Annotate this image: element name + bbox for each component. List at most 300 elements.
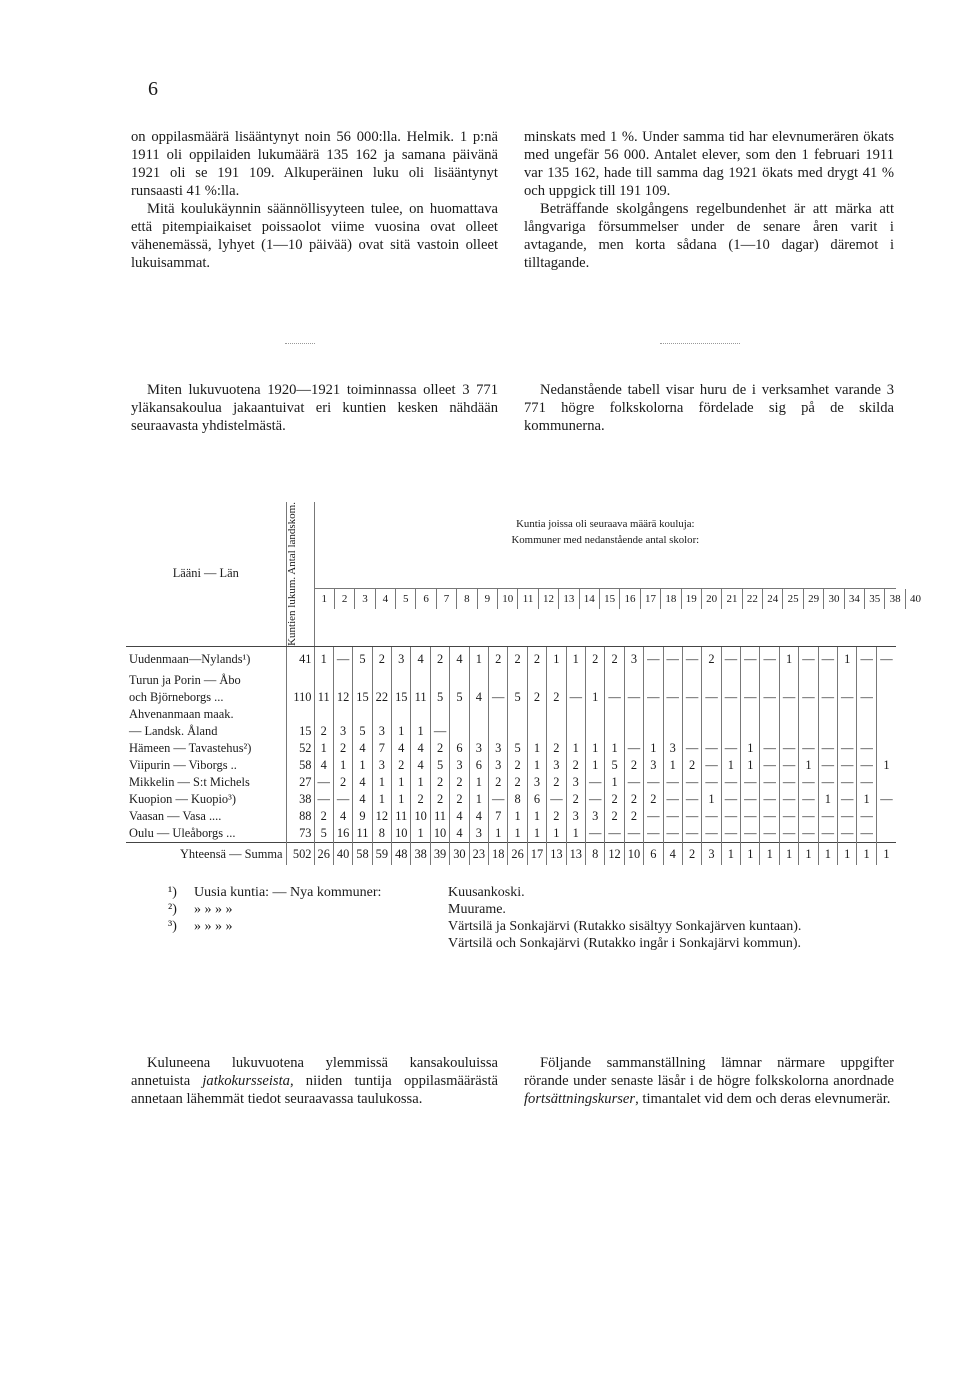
table-cell: 3 [624, 646, 643, 672]
table-cell: 4 [353, 740, 372, 757]
table-cell: 4 [411, 646, 430, 672]
table-cell: — [741, 825, 760, 843]
table-cell: 1 [585, 689, 604, 706]
table-cell [585, 723, 604, 740]
table-cell: — [857, 689, 876, 706]
column-number: 22 [742, 589, 762, 609]
table-cell: — [838, 774, 857, 791]
table-cell: 1 [392, 774, 411, 791]
table-cell: — [779, 689, 798, 706]
table-cell: — [799, 646, 818, 672]
table-cell: — [741, 689, 760, 706]
table-cell: — [741, 808, 760, 825]
table-cell: 4 [392, 740, 411, 757]
footnote [168, 884, 908, 901]
table-cell: 1 [508, 808, 527, 825]
table-cell: 2 [430, 791, 449, 808]
row-label: Mikkelin — S:t Michels [129, 775, 250, 790]
table-cell: — [333, 791, 352, 808]
table-cell: — [799, 740, 818, 757]
footnote-label: » » » » [194, 902, 233, 917]
table-cell: 1 [392, 791, 411, 808]
mid-left-paragraph: Miten lukuvuotena 1920—1921 toiminnassa olleet 3 771 yläkansakoulua jakaantuivat eri kuntien kesken nähdään seuraavasta yhdistelmästä. [131, 382, 498, 434]
header-count: Kuntien lukum. Antal landskom. [286, 502, 314, 646]
table-cell: — [760, 757, 779, 774]
table-cell: — [857, 808, 876, 825]
table-cell [508, 723, 527, 740]
table-cell: — [682, 808, 701, 825]
table-cell: 2 [547, 808, 566, 825]
table-cell: — [760, 825, 779, 843]
table-cell [838, 723, 857, 740]
table-cell: 2 [547, 740, 566, 757]
table-cell: 2 [566, 757, 585, 774]
table-cell: 5 [508, 740, 527, 757]
table-cell [333, 672, 352, 689]
table-cell: 2 [314, 808, 333, 825]
table-cell: 4 [333, 808, 352, 825]
column-number: 29 [803, 589, 823, 609]
row-total: 15 [286, 723, 314, 740]
table-cell: 39 [430, 843, 449, 866]
table-cell [644, 723, 663, 740]
row-total: 110 [286, 689, 314, 706]
table-cell: 1 [314, 740, 333, 757]
table-cell [760, 723, 779, 740]
table-cell: — [818, 689, 837, 706]
table-cell: 18 [489, 843, 508, 866]
column-number: 40 [905, 589, 925, 609]
table-cell: 1 [605, 740, 624, 757]
table-row [126, 723, 896, 740]
table-cell [799, 723, 818, 740]
table-cell: 1 [799, 843, 818, 866]
table-cell: 5 [353, 723, 372, 740]
table-cell: 2 [644, 791, 663, 808]
table-cell [566, 672, 585, 689]
column-number: 20 [701, 589, 721, 609]
table-cell: 11 [411, 689, 430, 706]
table-cell: 3 [469, 740, 488, 757]
table-cell [760, 672, 779, 689]
table-cell [527, 706, 546, 723]
column-number: 17 [640, 589, 660, 609]
table-cell: 1 [566, 740, 585, 757]
table-cell: 1 [857, 843, 876, 866]
table-cell [876, 740, 896, 757]
footnotes [168, 884, 908, 952]
table-cell: — [818, 740, 837, 757]
table-row [126, 791, 896, 808]
table-cell [741, 672, 760, 689]
table-row [126, 808, 896, 825]
table-cell: 1 [605, 774, 624, 791]
table-cell: — [857, 757, 876, 774]
table-cell [876, 723, 896, 740]
table-cell: 5 [605, 757, 624, 774]
table-cell [779, 706, 798, 723]
table-cell: 13 [566, 843, 585, 866]
table-cell [876, 808, 896, 825]
table-cell: — [799, 689, 818, 706]
table-cell: — [663, 825, 682, 843]
table-cell: 2 [450, 774, 469, 791]
footnote-text: Muurame. [448, 902, 506, 917]
table-cell [799, 706, 818, 723]
table-cell: — [838, 825, 857, 843]
table-cell: — [702, 825, 721, 843]
table-cell: 4 [314, 757, 333, 774]
table-cell [624, 706, 643, 723]
table-cell: — [663, 774, 682, 791]
table-cell: 38 [411, 843, 430, 866]
table-cell: 11 [353, 825, 372, 843]
table-cell: — [876, 791, 896, 808]
table-cell: 12 [605, 843, 624, 866]
table-cell: — [760, 646, 779, 672]
table-cell: 2 [392, 757, 411, 774]
table-cell [857, 723, 876, 740]
table-cell: 58 [353, 843, 372, 866]
column-number: 8 [456, 589, 476, 609]
table-cell: — [644, 646, 663, 672]
table-cell: 4 [450, 825, 469, 843]
table-cell [857, 672, 876, 689]
table-cell: 2 [314, 723, 333, 740]
table-cell [779, 672, 798, 689]
table-cell: 1 [469, 791, 488, 808]
table-cell [838, 706, 857, 723]
row-total [286, 706, 314, 723]
table-cell: 3 [392, 646, 411, 672]
table-cell: 10 [624, 843, 643, 866]
table-cell: — [314, 774, 333, 791]
table-cell [547, 706, 566, 723]
table-cell: 2 [508, 757, 527, 774]
header-region: Lääni — Län [126, 502, 286, 646]
table-cell [876, 689, 896, 706]
table-cell: — [838, 808, 857, 825]
table-cell: 8 [372, 825, 391, 843]
table-cell: 11 [314, 689, 333, 706]
table-cell: 1 [585, 740, 604, 757]
table-cell [741, 706, 760, 723]
table-cell: — [779, 808, 798, 825]
table-cell: 26 [508, 843, 527, 866]
table-cell: — [779, 791, 798, 808]
table-cell [566, 706, 585, 723]
row-label: Yhteensä — Summa [126, 843, 286, 866]
table-cell: — [702, 740, 721, 757]
table-cell: 40 [333, 843, 352, 866]
table-cell [605, 706, 624, 723]
table-cell: 12 [372, 808, 391, 825]
table-cell: 1 [314, 646, 333, 672]
table-cell: 1 [779, 646, 798, 672]
table-cell [469, 723, 488, 740]
row-label: Oulu — Uleåborgs ... [129, 826, 236, 841]
table-cell [663, 672, 682, 689]
table-cell [527, 723, 546, 740]
table-cell [818, 672, 837, 689]
table-cell: 10 [411, 808, 430, 825]
table-cell: 1 [353, 757, 372, 774]
column-number: 14 [579, 589, 599, 609]
table-cell: 1 [741, 740, 760, 757]
table-cell: 1 [508, 825, 527, 843]
fortsattningskurser-emphasis: fortsättningskurser [524, 1091, 636, 1107]
table-cell: 1 [838, 843, 857, 866]
table-cell [411, 706, 430, 723]
row-label: Uudenmaan—Nylands¹) [129, 652, 251, 667]
table-cell: — [838, 791, 857, 808]
table-cell: — [702, 808, 721, 825]
table-row [126, 706, 896, 723]
table-row [126, 774, 896, 791]
table-cell [372, 706, 391, 723]
table-cell: — [721, 689, 740, 706]
table-cell: 5 [508, 689, 527, 706]
table-cell: 1 [702, 791, 721, 808]
table-cell: 3 [450, 757, 469, 774]
table-cell [353, 672, 372, 689]
table-cell: 2 [430, 774, 449, 791]
table-cell [721, 672, 740, 689]
table-cell: — [644, 774, 663, 791]
table-cell: — [799, 825, 818, 843]
table-row [126, 740, 896, 757]
table-cell [760, 706, 779, 723]
table-cell [682, 672, 701, 689]
table-cell: 1 [857, 791, 876, 808]
table-cell [605, 723, 624, 740]
footnote-text: Värtsilä ja Sonkajärvi (Rutakko sisältyy Sonkajärven kuntaan). Värtsilä och Sonkajärvi (Rutakko ingår i Sonkajärvi kommun). [448, 919, 802, 951]
table-cell: 3 [333, 723, 352, 740]
column-number: 1 [321, 593, 327, 605]
table-cell [721, 706, 740, 723]
table-cell [353, 706, 372, 723]
table-cell: — [779, 774, 798, 791]
column-number: 35 [864, 589, 884, 609]
table-cell: — [741, 791, 760, 808]
table-cell [779, 723, 798, 740]
separator [285, 343, 315, 344]
header-school-count: Kuntia joissa oli seuraava määrä kouluja: Kommuner med nedanstående antal skolor: 1 2 3 4 5 6 7 8 9 10 11 12 13 14 15 16 17 18 19 20 21 22 24 25 29 30 34 35 38 40 [314, 502, 896, 646]
table-cell: — [818, 825, 837, 843]
row-label: Ahvenanmaan maak. [129, 707, 234, 722]
table-cell: 2 [624, 791, 643, 808]
table-cell: — [799, 808, 818, 825]
table-cell: — [857, 825, 876, 843]
table-cell: — [682, 646, 701, 672]
table-cell: — [605, 689, 624, 706]
column-number: 30 [823, 589, 843, 609]
table-cell: — [876, 646, 896, 672]
table-cell: 10 [392, 825, 411, 843]
table-cell [508, 672, 527, 689]
table-cell: 2 [585, 646, 604, 672]
table-cell [838, 672, 857, 689]
table-cell: 1 [411, 825, 430, 843]
column-number: 9 [477, 589, 497, 609]
table-cell: 5 [314, 825, 333, 843]
table-cell: 4 [353, 791, 372, 808]
table-cell: 1 [838, 646, 857, 672]
top-right-paragraph-2: Beträffande skolgångens regelbundenhet är att märka att långvariga försummelser under de senare åren varit i avtagande, men korta sådana (1—10 dagar) däremot i tilltagande. [524, 201, 894, 271]
table-cell: 3 [702, 843, 721, 866]
table-cell: — [721, 791, 740, 808]
top-left-column [131, 128, 498, 272]
table-cell: 1 [741, 757, 760, 774]
table-cell: — [644, 689, 663, 706]
table-cell: 3 [547, 757, 566, 774]
table-cell: 1 [799, 757, 818, 774]
table-cell: — [663, 791, 682, 808]
table-cell: 3 [372, 757, 391, 774]
table-cell: 1 [566, 646, 585, 672]
table-cell [818, 706, 837, 723]
row-label: — Landsk. Åland [129, 724, 218, 739]
table-cell: 5 [353, 646, 372, 672]
table-cell: — [489, 791, 508, 808]
column-number: 2 [334, 589, 354, 609]
table-cell: — [857, 740, 876, 757]
table-cell: 4 [663, 843, 682, 866]
table-cell: 1 [527, 757, 546, 774]
table-cell: 3 [566, 808, 585, 825]
row-total: 27 [286, 774, 314, 791]
column-number: 5 [395, 589, 415, 609]
table-cell: 2 [624, 757, 643, 774]
table-cell: 6 [527, 791, 546, 808]
table-cell: 8 [508, 791, 527, 808]
table-cell: — [779, 825, 798, 843]
top-right-column [524, 128, 894, 272]
table-cell: 2 [333, 774, 352, 791]
table-cell: 4 [411, 757, 430, 774]
table-cell: — [760, 774, 779, 791]
column-number: 3 [354, 589, 374, 609]
table-cell: 1 [411, 774, 430, 791]
table-cell: 6 [469, 757, 488, 774]
table-cell: 30 [450, 843, 469, 866]
table-cell: 4 [469, 689, 488, 706]
table-cell [430, 672, 449, 689]
table-cell [857, 706, 876, 723]
column-number: 10 [497, 589, 517, 609]
table-cell: 7 [489, 808, 508, 825]
table-cell: — [741, 774, 760, 791]
row-total: 41 [286, 646, 314, 672]
page-number: 6 [148, 78, 158, 100]
table-cell: 1 [527, 740, 546, 757]
table-cell: — [818, 808, 837, 825]
table-cell: 1 [721, 757, 740, 774]
table-cell: 4 [353, 774, 372, 791]
table-cell: — [838, 740, 857, 757]
table-cell [450, 706, 469, 723]
row-label: Vaasan — Vasa .... [129, 809, 222, 824]
table-cell: 22 [372, 689, 391, 706]
footnote [168, 901, 908, 918]
bottom-right-paragraph: Följande sammanställning lämnar närmare uppgifter rörande under senaste läsår i de högre folkskolorna anordnade fortsättningskurser, timantalet vid dem och deras elevnumerär. [524, 1055, 894, 1107]
table-row [126, 825, 896, 843]
table-cell: — [857, 646, 876, 672]
table-cell: 13 [547, 843, 566, 866]
table-cell: — [779, 757, 798, 774]
table-cell: 1 [469, 774, 488, 791]
table-cell [547, 672, 566, 689]
table-cell [702, 672, 721, 689]
table-cell: — [721, 808, 740, 825]
table-cell: — [566, 689, 585, 706]
separator [660, 343, 740, 344]
table-cell: 5 [430, 689, 449, 706]
mid-right-paragraph: Nedanstående tabell visar huru de i verksamhet varande 3 771 högre folkskolorna fördelade sig på de skilda kommunerna. [524, 382, 894, 434]
table-cell: 4 [469, 808, 488, 825]
table-cell: — [760, 791, 779, 808]
table-cell [624, 672, 643, 689]
table-cell: 9 [353, 808, 372, 825]
table-cell [314, 672, 333, 689]
table-cell: 2 [508, 774, 527, 791]
table-cell [605, 672, 624, 689]
table-cell: 2 [605, 791, 624, 808]
row-total: 502 [286, 843, 314, 866]
table-cell: — [818, 774, 837, 791]
top-left-paragraph-2: Mitä koulukäynnin säännöllisyyteen tulee, on huomattava että pitempiaikaiset poissaolot viime vuosina ovat olleet vähenemässä, lyhyet (1—10 päivää) ovat sitä vastoin olleet lukuisammat. [131, 201, 498, 271]
table-cell: 3 [469, 825, 488, 843]
table-cell: 2 [508, 646, 527, 672]
table-cell: — [721, 646, 740, 672]
table-cell: 23 [469, 843, 488, 866]
table-cell: — [857, 774, 876, 791]
column-number: 11 [517, 589, 537, 609]
table-cell: 3 [489, 757, 508, 774]
table-cell: 1 [527, 808, 546, 825]
row-label: Turun ja Porin — Åbo [129, 673, 241, 688]
table-cell: 2 [605, 808, 624, 825]
table-cell: 2 [605, 646, 624, 672]
table-cell: — [624, 825, 643, 843]
table-cell: 6 [450, 740, 469, 757]
column-number: 7 [436, 589, 456, 609]
table-cell: 1 [527, 825, 546, 843]
table-cell: — [663, 646, 682, 672]
table-cell: — [333, 646, 352, 672]
table-cell [682, 706, 701, 723]
table-cell: — [585, 791, 604, 808]
table-cell: 59 [372, 843, 391, 866]
footnote-mark: ¹) [168, 885, 177, 900]
table-cell [547, 723, 566, 740]
table-cell: 2 [489, 774, 508, 791]
table-cell: — [547, 791, 566, 808]
table-cell: 3 [372, 723, 391, 740]
table-cell [644, 672, 663, 689]
table-cell: 2 [566, 791, 585, 808]
table-cell: 5 [430, 757, 449, 774]
table-cell: — [682, 791, 701, 808]
table-cell: 2 [702, 646, 721, 672]
column-number: 6 [415, 589, 435, 609]
table-cell: 2 [527, 689, 546, 706]
table-cell: — [624, 774, 643, 791]
table-cell: — [818, 646, 837, 672]
table-cell [702, 723, 721, 740]
bottom-left-paragraph: Kuluneena lukuvuotena ylemmissä kansakouluissa annetuista jatkokursseista, niiden tuntija oppilasmäärästä annetaan lähemmät tiedot seuraavassa taulukossa. [131, 1055, 498, 1107]
table-cell: — [702, 774, 721, 791]
